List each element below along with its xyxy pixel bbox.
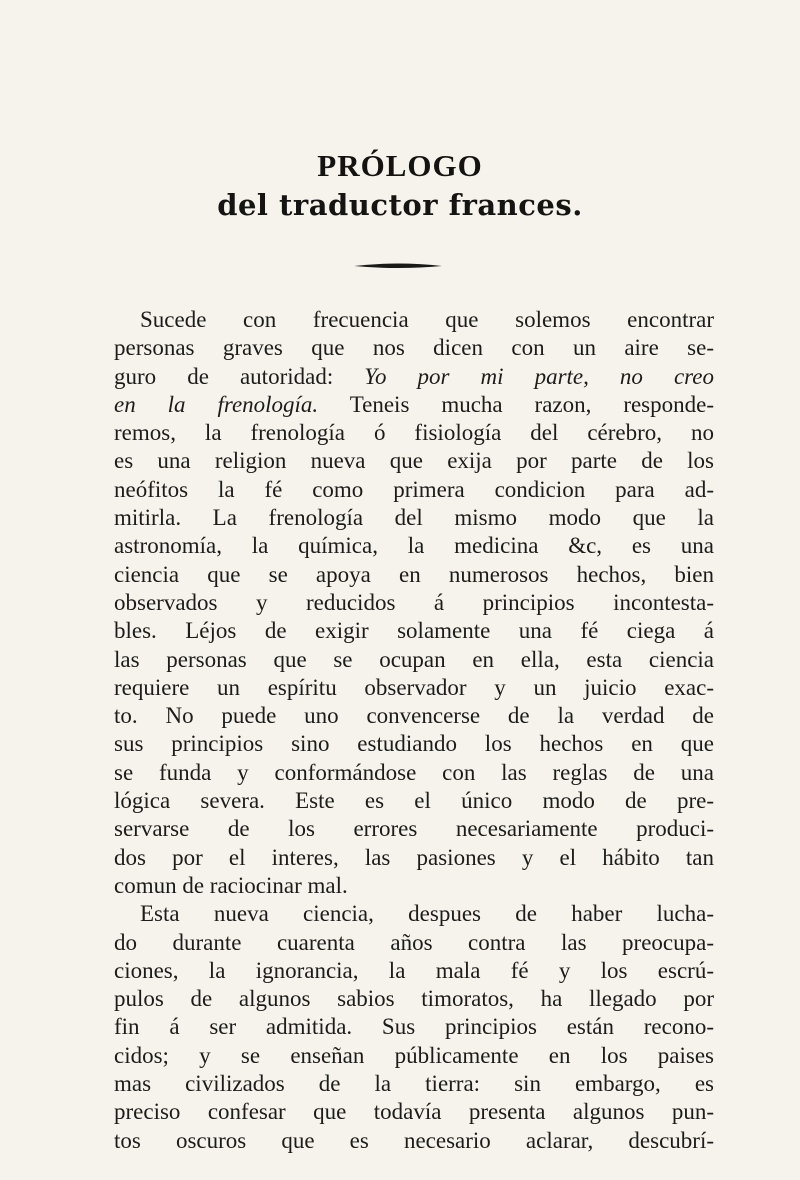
ornament-rule-icon (352, 262, 444, 270)
text-line (114, 646, 714, 674)
line-text: observados y reducidos á principios incontesta- (114, 589, 714, 615)
line-text: requiere un espíritu observador y un juicio exac- (114, 674, 714, 700)
line-text: remos, la frenología ó fisiología del cérebro, no (114, 420, 714, 446)
text-line (114, 419, 714, 447)
text-line (114, 363, 714, 391)
text-line (114, 1070, 714, 1098)
line-text: servarse de los errores necesariamente produci- (114, 816, 714, 842)
text-line (114, 730, 714, 758)
text-line (114, 1098, 714, 1126)
text-line (114, 306, 714, 334)
line-text: mas civilizados de la tierra: sin embargo, es (114, 1071, 714, 1097)
text-line (114, 504, 714, 532)
line-text: to. No puede uno convencerse de la verdad de (114, 703, 714, 729)
line-text: Sucede con frecuencia que solemos encontrar (140, 307, 714, 332)
line-text: se funda y conformándose con las reglas de una (114, 759, 714, 785)
text-line (114, 957, 714, 985)
line-text: fin á ser admitida. Sus principios están recono- (114, 1014, 714, 1040)
text-line (114, 617, 714, 645)
text-line (114, 674, 714, 702)
text-line (114, 815, 714, 843)
line-text: es una religion nueva que exija por parte de los (114, 448, 714, 474)
line-italic-text: en la frenología. (114, 391, 319, 417)
line-text: pulos de algunos sabios timoratos, ha llegado por (114, 986, 714, 1012)
line-text: dos por el interes, las pasiones y el hábito tan (114, 844, 714, 870)
line-text: las personas que se ocupan en ella, esta ciencia (114, 646, 714, 672)
text-line (114, 1127, 714, 1155)
line-text: Esta nueva ciencia, despues de haber lucha- (140, 901, 714, 927)
line-text: comun de raciocinar mal. (114, 872, 348, 898)
text-line (114, 787, 714, 815)
text-line (114, 334, 714, 362)
line-text: ciones, la ignorancia, la mala fé y los escrú- (114, 957, 714, 983)
text-line (114, 872, 714, 900)
line-text: lógica severa. Este es el único modo de pre- (114, 788, 714, 814)
line-text: ciencia que se apoya en numerosos hechos, bien (114, 561, 714, 587)
line-text: personas graves que nos dicen con un aire se- (114, 335, 714, 361)
text-line (114, 985, 714, 1013)
line-text: neófitos la fé como primera condicion para ad- (114, 476, 714, 502)
page-title: PRÓLOGO (317, 148, 483, 183)
line-italic-text: Yo por mi parte, no creo (364, 363, 714, 389)
text-line (114, 447, 714, 475)
text-line (114, 900, 714, 928)
prologue-body (114, 306, 714, 1155)
line-text: do durante cuarenta años contra las preocupa- (114, 929, 714, 955)
text-line (114, 1013, 714, 1041)
text-line (114, 844, 714, 872)
line-text: Teneis mucha razon, responde- (318, 391, 715, 417)
text-line (114, 1042, 714, 1070)
page-subtitle: del traductor frances. (217, 188, 583, 222)
text-line (114, 929, 714, 957)
text-line (114, 589, 714, 617)
line-text: guro de autoridad: (114, 363, 365, 389)
line-text: astronomía, la química, la medicina &c, es una (114, 533, 714, 559)
line-text: preciso confesar que todavía presenta algunos pun- (114, 1099, 714, 1125)
text-line (114, 702, 714, 730)
text-line (114, 391, 714, 419)
line-text: cidos; y se enseñan públicamente en los paises (114, 1042, 714, 1068)
line-text: mitirla. La frenología del mismo modo que la (114, 505, 714, 531)
text-line (114, 532, 714, 560)
text-line (114, 759, 714, 787)
line-text: bles. Léjos de exigir solamente una fé ciega á (114, 618, 714, 644)
text-line (114, 476, 714, 504)
line-text: tos oscuros que es necesario aclarar, descubrí- (114, 1127, 714, 1153)
text-line (114, 561, 714, 589)
line-text: sus principios sino estudiando los hechos en que (114, 731, 714, 757)
